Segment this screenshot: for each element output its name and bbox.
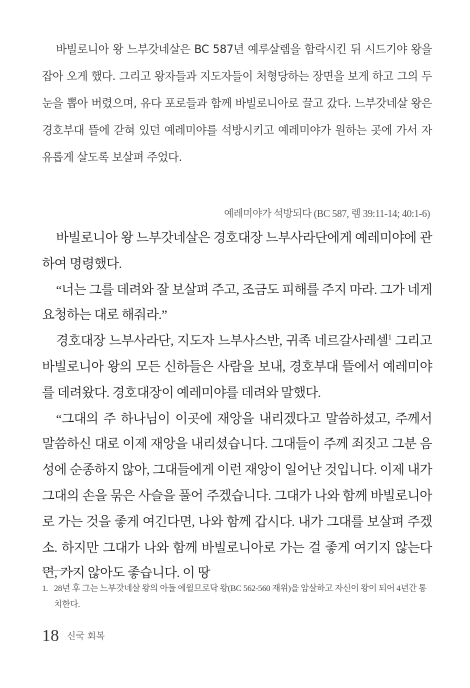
intro-summary [42, 36, 432, 171]
page-footer [42, 626, 105, 646]
body-text [42, 225, 432, 586]
footnote-number: 1. [42, 583, 48, 593]
body-paragraph-3-start: 경호대장 느부사라단, 지도자 느부사스반, 귀족 네르갈사레셀 [56, 333, 389, 349]
body-paragraph-1: 바빌로니아 왕 느부갓네살은 경호대장 느부사라단에게 예레미야에 관하여 명령했다. [42, 230, 432, 271]
page-number: 18 [42, 626, 59, 645]
footnote-text: 28년 후 그는 느부갓네살 왕의 아들 에윌므로닥 왕(BC 562-560 재위)을 암살하고 자신이 왕이 되어 4년간 통치한다. [54, 583, 427, 609]
body-paragraph-3-end: 그리고 바빌로니아 왕의 모든 신하들은 사람을 보내, 경호부대 뜰에서 예레미야를 데려왔다. 경호대장이 예레미야를 데려와 말했다. [42, 333, 432, 400]
running-title: 신국 회복 [67, 632, 105, 642]
body-paragraph-4: “그대의 주 하나님이 이곳에 재앙을 내리겠다고 말씀하셨고, 주께서 말씀하신 대로 이제 재앙을 내리셨습니다. 그대들이 주께 죄짓고 그분 음성에 순종하지 않아, 그대들에게 이런 재앙이 일어난 것입니다. 이제 내가 그대의 손을 묶은 사슬을 풀어 주겠습니다. 그대가 나와 함께 바빌로니아로 가는 것을 좋게 여긴다면, 나와 함께 갑시다. 내가 그대를 보살펴 주겠소. 하지만 그대가 나와 함께 바빌로니아로 가는 걸 좋게 여기지 않는다면, 가지 않아도 좋습니다. 이 땅 [42, 410, 432, 581]
footnote-divider [42, 570, 76, 571]
section-title: 예레미야가 석방되다 (BC 587, 렘 39:11-14; 40:1-6) [224, 209, 430, 220]
intro-paragraph: 바빌로니아 왕 느부갓네살은 BC 587년 예루살렘을 함락시킨 뒤 시드기야 왕을 잡아 오게 했다. 그리고 왕자들과 지도자들이 처형당하는 장면을 보게 하고 그의 두 눈을 뽑아 버렸으며, 유다 포로들과 함께 바빌로니아로 끌고 갔다. 느부갓네살 왕은 경호부대 뜰에 갇혀 있던 예레미야를 석방시키고 예레미야가 원하는 곳에 가서 자유롭게 살도록 보살펴 주었다. [42, 43, 432, 164]
body-paragraph-2: “너는 그를 데려와 잘 보살펴 주고, 조금도 피해를 주지 마라. 그가 네게 요청하는 대로 해줘라.” [42, 281, 432, 323]
footnote [42, 580, 432, 612]
footnote-reference[interactable]: 1 [388, 333, 392, 342]
body-paragraph-3 [42, 328, 432, 405]
